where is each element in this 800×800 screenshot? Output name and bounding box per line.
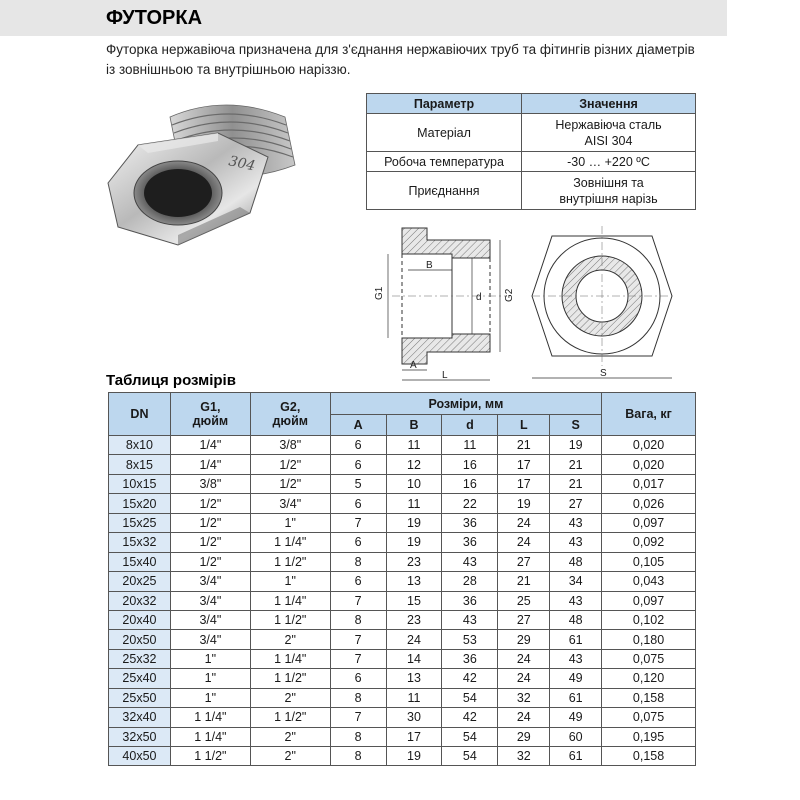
cell-a: 7 bbox=[330, 649, 386, 668]
cell-s: 21 bbox=[550, 474, 602, 493]
page-title: ФУТОРКА bbox=[106, 7, 203, 29]
cell-a: 8 bbox=[330, 688, 386, 707]
title-bar bbox=[0, 0, 727, 36]
cell-g1: 1/2" bbox=[170, 552, 250, 571]
cell-l: 19 bbox=[498, 494, 550, 513]
cell-l: 29 bbox=[498, 727, 550, 746]
sizes-title: Таблиця розмірів bbox=[106, 372, 236, 389]
cell-a: 8 bbox=[330, 747, 386, 766]
cell-weight: 0,075 bbox=[602, 649, 696, 668]
cell-b: 13 bbox=[386, 669, 442, 688]
technical-drawing bbox=[372, 218, 692, 388]
cell-l: 27 bbox=[498, 552, 550, 571]
cell-b: 13 bbox=[386, 572, 442, 591]
col-header-a: A bbox=[330, 415, 386, 436]
cell-l: 21 bbox=[498, 436, 550, 455]
cell-g2: 2" bbox=[250, 688, 330, 707]
table-row bbox=[109, 572, 696, 591]
cell-b: 19 bbox=[386, 533, 442, 552]
param-table bbox=[366, 93, 696, 210]
cell-b: 11 bbox=[386, 688, 442, 707]
col-header-g1-unit: дюйм bbox=[192, 414, 229, 428]
param-value bbox=[522, 114, 696, 152]
cell-g1: 1/2" bbox=[170, 513, 250, 532]
cell-b: 10 bbox=[386, 474, 442, 493]
cell-s: 43 bbox=[550, 591, 602, 610]
cell-s: 19 bbox=[550, 436, 602, 455]
cell-s: 43 bbox=[550, 533, 602, 552]
cell-weight: 0,097 bbox=[602, 513, 696, 532]
cell-dn: 40x50 bbox=[109, 747, 171, 766]
cell-d: 42 bbox=[442, 708, 498, 727]
cell-a: 6 bbox=[330, 436, 386, 455]
cell-weight: 0,158 bbox=[602, 747, 696, 766]
cell-g2: 3/4" bbox=[250, 494, 330, 513]
cell-l: 25 bbox=[498, 591, 550, 610]
table-row bbox=[109, 436, 696, 455]
cell-weight: 0,043 bbox=[602, 572, 696, 591]
param-value-line: -30 … +220 ºС bbox=[567, 154, 650, 169]
cell-g2: 2" bbox=[250, 630, 330, 649]
cell-b: 23 bbox=[386, 552, 442, 571]
table-row bbox=[109, 591, 696, 610]
cell-dn: 25x32 bbox=[109, 649, 171, 668]
cell-d: 43 bbox=[442, 610, 498, 629]
cell-s: 43 bbox=[550, 649, 602, 668]
cell-g1: 3/4" bbox=[170, 591, 250, 610]
cell-g1: 1/2" bbox=[170, 533, 250, 552]
cell-weight: 0,102 bbox=[602, 610, 696, 629]
cell-weight: 0,092 bbox=[602, 533, 696, 552]
param-value-line: Зовнішня та bbox=[573, 175, 644, 190]
cell-b: 14 bbox=[386, 649, 442, 668]
label-d: d bbox=[476, 292, 482, 303]
table-row bbox=[109, 708, 696, 727]
cell-s: 49 bbox=[550, 669, 602, 688]
param-value-line: внутрішня нарізь bbox=[559, 191, 658, 206]
cell-g2: 1 1/2" bbox=[250, 708, 330, 727]
cell-b: 12 bbox=[386, 455, 442, 474]
cell-d: 36 bbox=[442, 591, 498, 610]
cell-b: 24 bbox=[386, 630, 442, 649]
table-row bbox=[109, 533, 696, 552]
cell-dn: 8x10 bbox=[109, 436, 171, 455]
cell-g1: 1" bbox=[170, 649, 250, 668]
cell-a: 6 bbox=[330, 533, 386, 552]
col-header-l: L bbox=[498, 415, 550, 436]
cell-a: 6 bbox=[330, 455, 386, 474]
cell-d: 16 bbox=[442, 455, 498, 474]
cell-s: 43 bbox=[550, 513, 602, 532]
cell-l: 24 bbox=[498, 669, 550, 688]
cell-g2: 1 1/4" bbox=[250, 649, 330, 668]
cell-g1: 1" bbox=[170, 688, 250, 707]
table-row bbox=[109, 610, 696, 629]
cell-g2: 1/2" bbox=[250, 455, 330, 474]
cell-g1: 1 1/4" bbox=[170, 727, 250, 746]
col-header-g2-label: G2, bbox=[280, 400, 301, 414]
cell-g2: 1" bbox=[250, 572, 330, 591]
cell-dn: 32x50 bbox=[109, 727, 171, 746]
product-photo bbox=[100, 95, 320, 255]
cell-dn: 15x25 bbox=[109, 513, 171, 532]
cell-g2: 1 1/4" bbox=[250, 533, 330, 552]
cell-g2: 3/8" bbox=[250, 436, 330, 455]
cell-s: 27 bbox=[550, 494, 602, 513]
cell-s: 48 bbox=[550, 610, 602, 629]
cell-g1: 1 1/4" bbox=[170, 708, 250, 727]
col-header-g2-unit: дюйм bbox=[272, 414, 308, 428]
param-row bbox=[367, 172, 696, 210]
param-row bbox=[367, 152, 696, 172]
cell-l: 17 bbox=[498, 474, 550, 493]
cell-l: 29 bbox=[498, 630, 550, 649]
cell-d: 53 bbox=[442, 630, 498, 649]
cell-weight: 0,026 bbox=[602, 494, 696, 513]
cell-a: 5 bbox=[330, 474, 386, 493]
cell-g1: 3/4" bbox=[170, 630, 250, 649]
col-header-b: B bbox=[386, 415, 442, 436]
cell-a: 7 bbox=[330, 591, 386, 610]
hex-view bbox=[532, 226, 672, 366]
cell-d: 11 bbox=[442, 436, 498, 455]
label-g1: G1 bbox=[374, 286, 385, 300]
cell-s: 60 bbox=[550, 727, 602, 746]
cell-s: 61 bbox=[550, 630, 602, 649]
cell-g1: 1/2" bbox=[170, 494, 250, 513]
cell-dn: 10x15 bbox=[109, 474, 171, 493]
table-row bbox=[109, 649, 696, 668]
cell-a: 6 bbox=[330, 494, 386, 513]
param-name: Приєднання bbox=[367, 172, 522, 210]
cell-l: 24 bbox=[498, 649, 550, 668]
table-row bbox=[109, 494, 696, 513]
cell-d: 54 bbox=[442, 747, 498, 766]
param-value-line: AISI 304 bbox=[584, 133, 633, 148]
label-s: S bbox=[600, 368, 607, 379]
cell-s: 61 bbox=[550, 747, 602, 766]
param-value bbox=[522, 172, 696, 210]
cell-a: 6 bbox=[330, 669, 386, 688]
cell-l: 21 bbox=[498, 572, 550, 591]
label-a: A bbox=[410, 360, 417, 371]
param-header-value: Значення bbox=[522, 94, 696, 114]
param-name: Робоча температура bbox=[367, 152, 522, 172]
param-row bbox=[367, 114, 696, 152]
cell-a: 8 bbox=[330, 727, 386, 746]
table-row bbox=[109, 552, 696, 571]
label-l: L bbox=[442, 370, 448, 381]
cell-g2: 2" bbox=[250, 727, 330, 746]
col-header-d: d bbox=[442, 415, 498, 436]
cell-weight: 0,120 bbox=[602, 669, 696, 688]
cell-weight: 0,195 bbox=[602, 727, 696, 746]
cell-l: 24 bbox=[498, 533, 550, 552]
cell-dn: 15x20 bbox=[109, 494, 171, 513]
cell-g1: 1" bbox=[170, 669, 250, 688]
cell-l: 27 bbox=[498, 610, 550, 629]
cell-s: 34 bbox=[550, 572, 602, 591]
cell-d: 36 bbox=[442, 533, 498, 552]
cell-d: 54 bbox=[442, 727, 498, 746]
cell-dn: 32x40 bbox=[109, 708, 171, 727]
cell-dn: 20x25 bbox=[109, 572, 171, 591]
cell-weight: 0,097 bbox=[602, 591, 696, 610]
param-value bbox=[522, 152, 696, 172]
cell-g2: 1" bbox=[250, 513, 330, 532]
cell-dn: 20x50 bbox=[109, 630, 171, 649]
cell-l: 24 bbox=[498, 708, 550, 727]
cell-a: 7 bbox=[330, 630, 386, 649]
cell-g1: 3/4" bbox=[170, 572, 250, 591]
col-header-weight: Вага, кг bbox=[602, 393, 696, 436]
col-header-dn: DN bbox=[109, 393, 171, 436]
col-header-g1 bbox=[170, 393, 250, 436]
cell-l: 32 bbox=[498, 688, 550, 707]
cell-dn: 8x15 bbox=[109, 455, 171, 474]
cell-weight: 0,020 bbox=[602, 455, 696, 474]
col-header-g2 bbox=[250, 393, 330, 436]
cell-l: 24 bbox=[498, 513, 550, 532]
cell-d: 42 bbox=[442, 669, 498, 688]
cell-l: 32 bbox=[498, 747, 550, 766]
cell-d: 43 bbox=[442, 552, 498, 571]
cell-b: 19 bbox=[386, 513, 442, 532]
cell-g2: 1/2" bbox=[250, 474, 330, 493]
param-header-name: Параметр bbox=[367, 94, 522, 114]
cell-d: 36 bbox=[442, 649, 498, 668]
cell-dn: 20x32 bbox=[109, 591, 171, 610]
table-row bbox=[109, 630, 696, 649]
engraving-text: 304 bbox=[227, 153, 257, 175]
cell-b: 11 bbox=[386, 436, 442, 455]
cell-b: 19 bbox=[386, 747, 442, 766]
table-row bbox=[109, 747, 696, 766]
cell-g1: 1/4" bbox=[170, 436, 250, 455]
cell-g2: 2" bbox=[250, 747, 330, 766]
cell-b: 23 bbox=[386, 610, 442, 629]
cell-a: 8 bbox=[330, 552, 386, 571]
cell-b: 11 bbox=[386, 494, 442, 513]
cell-g2: 1 1/2" bbox=[250, 669, 330, 688]
cell-d: 28 bbox=[442, 572, 498, 591]
table-row bbox=[109, 513, 696, 532]
cell-a: 6 bbox=[330, 572, 386, 591]
cell-g1: 3/4" bbox=[170, 610, 250, 629]
cell-g2: 1 1/2" bbox=[250, 610, 330, 629]
cell-b: 17 bbox=[386, 727, 442, 746]
size-table bbox=[108, 392, 696, 766]
cell-s: 61 bbox=[550, 688, 602, 707]
cell-dn: 25x40 bbox=[109, 669, 171, 688]
cell-g1: 1/4" bbox=[170, 455, 250, 474]
cell-g1: 1 1/2" bbox=[170, 747, 250, 766]
cell-d: 16 bbox=[442, 474, 498, 493]
cell-d: 22 bbox=[442, 494, 498, 513]
cell-weight: 0,105 bbox=[602, 552, 696, 571]
cell-g2: 1 1/2" bbox=[250, 552, 330, 571]
size-table-body bbox=[109, 436, 696, 766]
cell-l: 17 bbox=[498, 455, 550, 474]
cell-dn: 15x40 bbox=[109, 552, 171, 571]
param-value-line: Нержавіюча сталь bbox=[555, 117, 662, 132]
cell-g2: 1 1/4" bbox=[250, 591, 330, 610]
table-row bbox=[109, 474, 696, 493]
cell-a: 7 bbox=[330, 708, 386, 727]
cell-b: 15 bbox=[386, 591, 442, 610]
table-row bbox=[109, 455, 696, 474]
cell-dn: 25x50 bbox=[109, 688, 171, 707]
cell-dn: 15x32 bbox=[109, 533, 171, 552]
cell-d: 54 bbox=[442, 688, 498, 707]
table-row bbox=[109, 727, 696, 746]
cell-s: 48 bbox=[550, 552, 602, 571]
col-header-s: S bbox=[550, 415, 602, 436]
cell-b: 30 bbox=[386, 708, 442, 727]
cell-dn: 20x40 bbox=[109, 610, 171, 629]
cell-d: 36 bbox=[442, 513, 498, 532]
cell-a: 8 bbox=[330, 610, 386, 629]
table-row bbox=[109, 688, 696, 707]
cell-weight: 0,180 bbox=[602, 630, 696, 649]
col-header-g1-label: G1, bbox=[200, 400, 221, 414]
cell-g1: 3/8" bbox=[170, 474, 250, 493]
label-g2: G2 bbox=[504, 288, 515, 302]
cell-weight: 0,158 bbox=[602, 688, 696, 707]
cell-weight: 0,075 bbox=[602, 708, 696, 727]
table-row bbox=[109, 669, 696, 688]
product-description: Футорка нержавіюча призначена для з'єднання нержавіючих труб та фітингів різних діаметрів із зовнішньою та внутрішньою наріззю. bbox=[106, 42, 695, 77]
param-name: Матеріал bbox=[367, 114, 522, 152]
cell-weight: 0,017 bbox=[602, 474, 696, 493]
cell-s: 49 bbox=[550, 708, 602, 727]
label-b: B bbox=[426, 260, 433, 271]
cell-s: 21 bbox=[550, 455, 602, 474]
cell-weight: 0,020 bbox=[602, 436, 696, 455]
cell-a: 7 bbox=[330, 513, 386, 532]
col-header-dims: Розміри, мм bbox=[330, 393, 601, 415]
